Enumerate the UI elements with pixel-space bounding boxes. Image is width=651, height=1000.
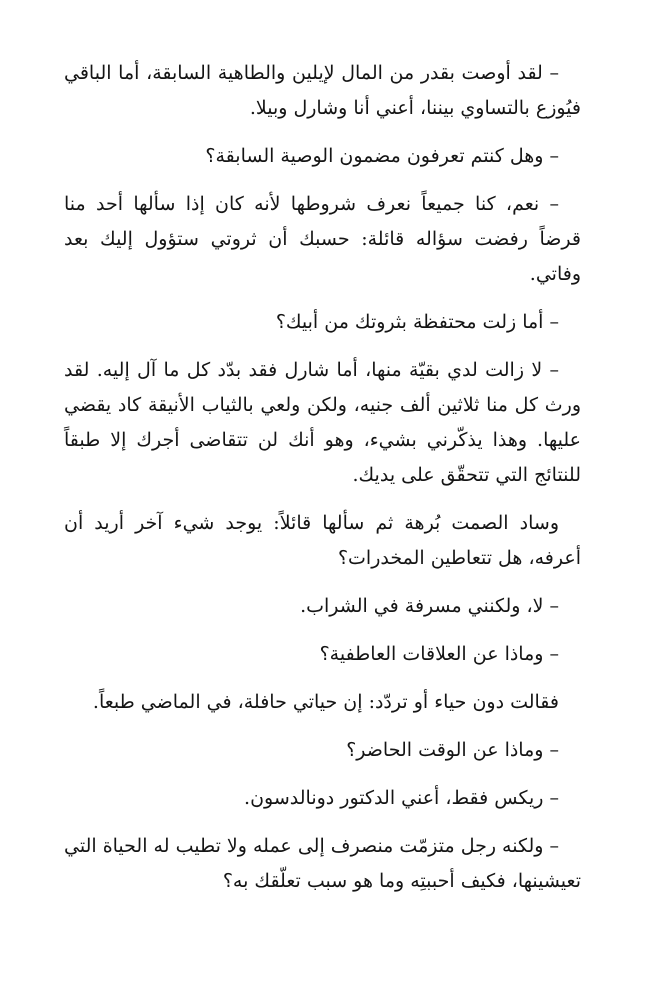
paragraph-8: – وماذا عن العلاقات العاطفية؟ xyxy=(319,643,559,665)
paragraph-5: – لا زالت لدي بقيّة منها، أما شارل فقد بدّد كل ما آل إليه. لقد ورث كل منا ثلاثين ألف جنيه، ولكن ولعي بالثياب الأنيقة كاد يقضي عليها. وهذا يذكّرني بشيء، وهو أنك لن تتقاضى أجرك إلا طبقاً للنتائج التي تتحقّق على يديك. xyxy=(64,359,581,486)
paragraph-12: – ولكنه رجل متزمّت منصرف إلى عمله ولا تطيب له الحياة التي تعيشينها، فكيف أحببتِه وما هو سبب تعلّقك به؟ xyxy=(64,835,581,892)
paragraph-7: – لا، ولكنني مسرفة في الشراب. xyxy=(300,595,559,617)
paragraph-11: – ريكس فقط، أعني الدكتور دونالدسون. xyxy=(244,787,559,809)
paragraph-6: وساد الصمت بُرهة ثم سألها قائلاً: يوجد شيء آخر أريد أن أعرفه، هل تتعاطين المخدرات؟ xyxy=(64,512,581,569)
paragraph-3: – نعم، كنا جميعاً نعرف شروطها لأنه كان إذا سألها أحد منا قرضاً رفضت سؤاله قائلة: حسبك أن ثروتي ستؤول إليك بعد وفاتي. xyxy=(64,193,581,285)
paragraph-4: – أما زلت محتفظة بثروتك من أبيك؟ xyxy=(275,311,559,333)
paragraph-2: – وهل كنتم تعرفون مضمون الوصية السابقة؟ xyxy=(205,145,559,167)
paragraph-9: فقالت دون حياء أو تردّد: إن حياتي حافلة، في الماضي طبعاً. xyxy=(92,691,559,713)
book-page xyxy=(64,56,581,899)
paragraph-10: – وماذا عن الوقت الحاضر؟ xyxy=(346,739,559,761)
paragraph-1: – لقد أوصت بقدر من المال لإيلين والطاهية السابقة، أما الباقي فيُوزع بالتساوي بيننا، أعني أنا وشارل وبيلا. xyxy=(64,62,581,119)
